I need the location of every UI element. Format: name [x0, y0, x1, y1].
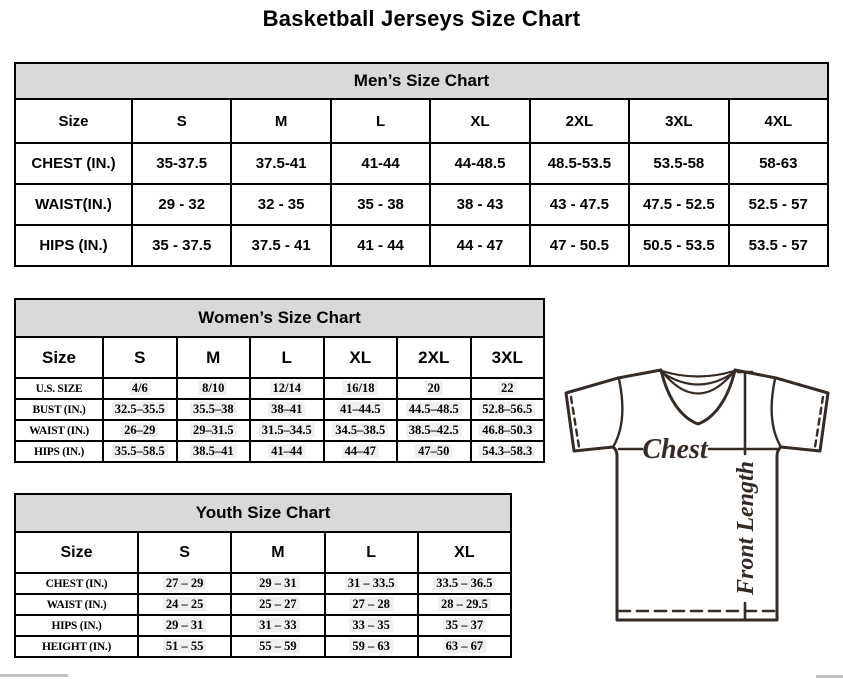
size-value: 35.5–38 — [190, 402, 237, 416]
header-row — [15, 99, 828, 143]
size-cell — [629, 225, 728, 266]
size-value: 34.5–38.5 — [332, 423, 388, 437]
column-header: XL — [418, 532, 511, 573]
size-value: 35-37.5 — [156, 155, 208, 172]
size-value: 38–41 — [268, 402, 305, 416]
size-value: 44 - 47 — [456, 237, 504, 254]
size-value: 50.5 - 53.5 — [642, 237, 715, 254]
size-cell — [103, 399, 177, 420]
page-title: Basketball Jerseys Size Chart — [262, 6, 581, 31]
jersey-outline-icon — [566, 370, 828, 620]
size-cell — [231, 594, 324, 615]
size-cell — [418, 573, 511, 594]
size-cell — [231, 615, 324, 636]
size-value: 29 – 31 — [256, 576, 300, 590]
size-cell — [397, 441, 471, 462]
size-cell — [103, 441, 177, 462]
column-header: 2XL — [397, 337, 471, 378]
table-row — [15, 573, 511, 594]
size-cell — [138, 615, 231, 636]
size-cell — [418, 636, 511, 657]
size-value: 44.5–48.5 — [406, 402, 462, 416]
size-cell — [324, 420, 398, 441]
womens-size-chart — [14, 298, 545, 463]
size-cell — [471, 441, 545, 462]
size-cell — [177, 378, 251, 399]
size-cell — [325, 615, 418, 636]
size-value: 24 – 25 — [163, 597, 207, 611]
size-value: 26–29 — [121, 423, 158, 437]
row-label: WAIST (IN.) — [15, 420, 103, 441]
size-cell — [250, 378, 324, 399]
column-header: XL — [324, 337, 398, 378]
size-value: 35 – 37 — [443, 618, 487, 632]
size-value: 47.5 - 52.5 — [642, 196, 715, 213]
size-cell — [103, 420, 177, 441]
row-label: WAIST (IN.) — [15, 594, 138, 615]
size-cell — [418, 615, 511, 636]
size-value: 41-44 — [361, 155, 400, 172]
header-row — [15, 337, 544, 378]
chest-label: Chest — [642, 434, 708, 465]
column-header: 4XL — [729, 99, 828, 143]
column-header: 3XL — [471, 337, 545, 378]
size-value: 25 – 27 — [256, 597, 300, 611]
armhole-seam — [613, 379, 622, 447]
size-value: 54.3–58.3 — [479, 444, 535, 458]
youth-table — [14, 531, 512, 658]
row-label: CHEST (IN.) — [15, 573, 138, 594]
column-header: L — [325, 532, 418, 573]
size-value: 48.5-53.5 — [547, 155, 612, 172]
size-cell — [250, 441, 324, 462]
size-value: 53.5 - 57 — [748, 237, 808, 254]
column-header: 3XL — [629, 99, 728, 143]
mens-chart-title: Men’s Size Chart — [14, 62, 829, 100]
mens-size-chart — [14, 62, 829, 267]
size-value: 22 — [498, 381, 517, 395]
size-cell — [250, 399, 324, 420]
size-value: 31.5–34.5 — [259, 423, 315, 437]
size-cell — [430, 225, 529, 266]
size-value: 63 – 67 — [443, 639, 487, 653]
size-value: 58-63 — [759, 155, 798, 172]
size-value: 28 – 29.5 — [438, 597, 491, 611]
size-cell — [471, 420, 545, 441]
size-cell — [530, 184, 629, 225]
size-cell — [629, 184, 728, 225]
size-cell — [325, 594, 418, 615]
size-cell — [324, 378, 398, 399]
size-cell — [231, 636, 324, 657]
size-value: 35 - 37.5 — [152, 237, 212, 254]
column-header: XL — [430, 99, 529, 143]
column-header: M — [231, 532, 324, 573]
size-value: 31 – 33.5 — [345, 576, 398, 590]
size-value: 37.5-41 — [255, 155, 307, 172]
size-value: 20 — [425, 381, 444, 395]
size-cell — [729, 225, 828, 266]
size-cell — [103, 378, 177, 399]
size-value: 41–44.5 — [337, 402, 384, 416]
size-value: 8/10 — [199, 381, 227, 395]
size-value: 43 - 47.5 — [549, 196, 609, 213]
size-value: 59 – 63 — [349, 639, 393, 653]
table-row — [15, 184, 828, 225]
size-value: 29–31.5 — [190, 423, 237, 437]
size-cell — [418, 594, 511, 615]
size-cell — [397, 378, 471, 399]
size-cell — [397, 399, 471, 420]
size-value: 27 – 29 — [163, 576, 207, 590]
size-cell — [177, 420, 251, 441]
size-value: 53.5-58 — [653, 155, 705, 172]
front-length-label: Front Length — [733, 460, 759, 596]
size-cell — [530, 225, 629, 266]
size-value: 44-48.5 — [454, 155, 506, 172]
size-cell — [132, 225, 231, 266]
size-cell — [250, 420, 324, 441]
table-row — [15, 378, 544, 399]
size-value: 37.5 - 41 — [251, 237, 311, 254]
size-value: 33.5 – 36.5 — [433, 576, 495, 590]
table-row — [15, 143, 828, 184]
size-label-header: Size — [15, 99, 132, 143]
size-value: 32 - 35 — [257, 196, 305, 213]
womens-chart-title: Women’s Size Chart — [14, 298, 545, 338]
table-row — [15, 441, 544, 462]
size-cell — [132, 184, 231, 225]
size-value: 41–44 — [268, 444, 305, 458]
size-cell — [729, 143, 828, 184]
jersey-measurement-diagram — [556, 362, 838, 628]
size-cell — [138, 636, 231, 657]
size-value: 38.5–41 — [190, 444, 237, 458]
table-row — [15, 225, 828, 266]
size-cell — [177, 441, 251, 462]
size-value: 4/6 — [129, 381, 151, 395]
table-row — [15, 636, 511, 657]
size-value: 44–47 — [342, 444, 379, 458]
size-value: 46.8–50.3 — [479, 423, 535, 437]
size-value: 32.5–35.5 — [112, 402, 168, 416]
table-row — [15, 399, 544, 420]
size-value: 35.5–58.5 — [112, 444, 168, 458]
size-cell — [629, 143, 728, 184]
horizontal-scrollbar-thumb[interactable] — [0, 674, 68, 677]
size-value: 29 – 31 — [163, 618, 207, 632]
scrollbar-fragment[interactable] — [816, 675, 843, 678]
column-header: 2XL — [530, 99, 629, 143]
size-value: 47–50 — [415, 444, 452, 458]
size-value: 55 – 59 — [256, 639, 300, 653]
column-header: M — [231, 99, 330, 143]
size-value: 52.8–56.5 — [479, 402, 535, 416]
armhole-seam — [772, 379, 781, 447]
table-row — [15, 594, 511, 615]
size-cell — [397, 420, 471, 441]
size-cell — [231, 225, 330, 266]
row-label: U.S. SIZE — [15, 378, 103, 399]
size-cell — [331, 184, 430, 225]
size-value: 33 – 35 — [349, 618, 393, 632]
size-cell — [530, 143, 629, 184]
youth-size-chart — [14, 493, 512, 658]
table-row — [15, 615, 511, 636]
size-value: 52.5 - 57 — [748, 196, 808, 213]
column-header: S — [103, 337, 177, 378]
row-label: CHEST (IN.) — [15, 143, 132, 184]
size-value: 38.5–42.5 — [406, 423, 462, 437]
size-cell — [138, 573, 231, 594]
size-cell — [325, 636, 418, 657]
size-cell — [471, 399, 545, 420]
column-header: M — [177, 337, 251, 378]
column-header: L — [250, 337, 324, 378]
row-label: HEIGHT (IN.) — [15, 636, 138, 657]
size-value: 41 - 44 — [357, 237, 404, 254]
size-cell — [231, 184, 330, 225]
size-value: 12/14 — [270, 381, 304, 395]
size-cell — [324, 399, 398, 420]
column-header: L — [331, 99, 430, 143]
column-header: S — [132, 99, 231, 143]
row-label: BUST (IN.) — [15, 399, 103, 420]
size-cell — [231, 573, 324, 594]
row-label: HIPS (IN.) — [15, 225, 132, 266]
size-cell — [324, 441, 398, 462]
size-cell — [430, 184, 529, 225]
size-cell — [231, 143, 330, 184]
size-value: 31 – 33 — [256, 618, 300, 632]
womens-table — [14, 336, 545, 463]
size-value: 35 - 38 — [357, 196, 404, 213]
mens-table — [14, 98, 829, 267]
size-value: 47 - 50.5 — [549, 237, 609, 254]
size-value: 51 – 55 — [163, 639, 207, 653]
table-row — [15, 420, 544, 441]
size-cell — [138, 594, 231, 615]
size-cell — [177, 399, 251, 420]
size-cell — [729, 184, 828, 225]
size-cell — [471, 378, 545, 399]
size-cell — [331, 225, 430, 266]
size-value: 38 - 43 — [456, 196, 504, 213]
youth-chart-title: Youth Size Chart — [14, 493, 512, 533]
size-cell — [331, 143, 430, 184]
size-cell — [430, 143, 529, 184]
size-cell — [325, 573, 418, 594]
row-label: HIPS (IN.) — [15, 615, 138, 636]
size-value: 29 - 32 — [158, 196, 206, 213]
column-header: S — [138, 532, 231, 573]
size-cell — [132, 143, 231, 184]
size-value: 16/18 — [343, 381, 377, 395]
row-label: HIPS (IN.) — [15, 441, 103, 462]
row-label: WAIST(IN.) — [15, 184, 132, 225]
collar-rib-line — [662, 371, 734, 377]
size-label-header: Size — [15, 532, 138, 573]
size-value: 27 – 28 — [349, 597, 393, 611]
size-label-header: Size — [15, 337, 103, 378]
header-row — [15, 532, 511, 573]
